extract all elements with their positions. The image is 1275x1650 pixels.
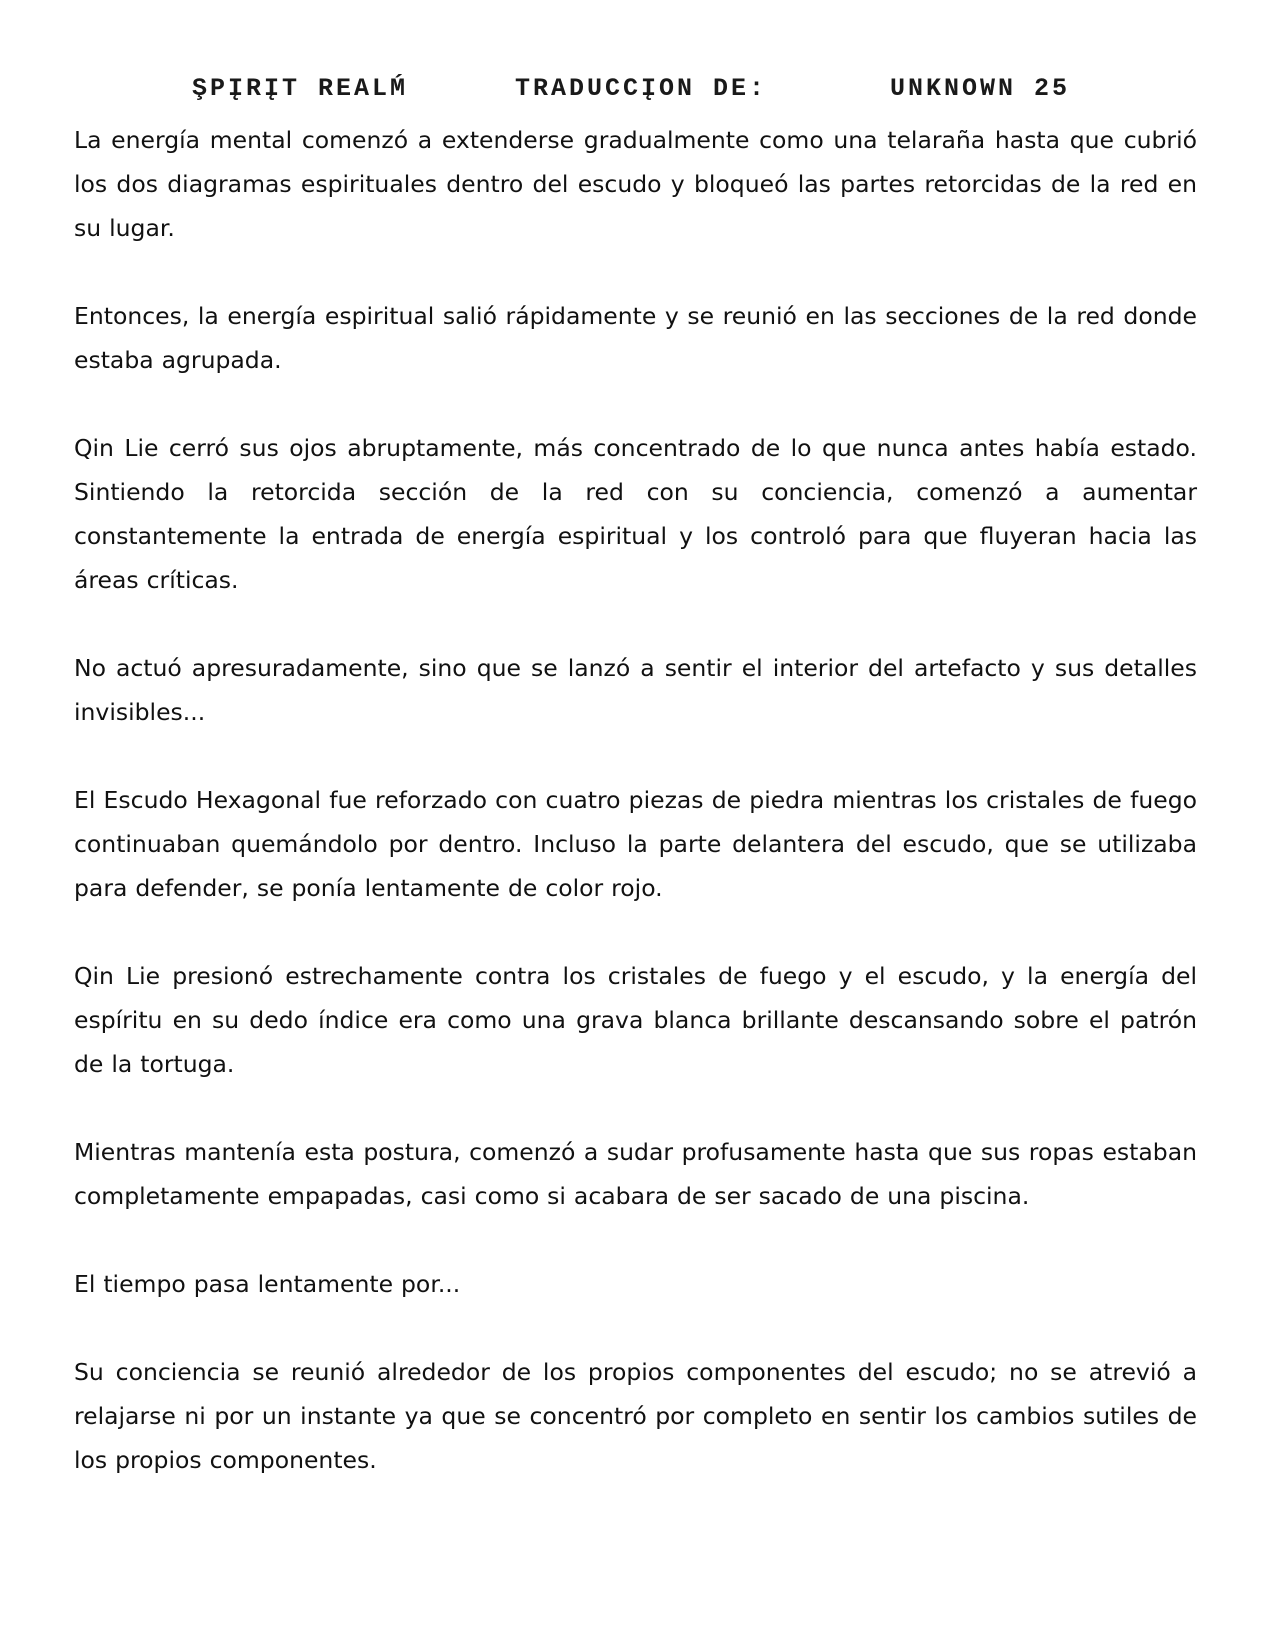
header-chapter: UNKNOWN 25 <box>890 74 1071 103</box>
paragraph: Entonces, la energía espiritual salió rápidamente y se reunió en las secciones de la red donde estaba agrupada. <box>74 302 1197 374</box>
paragraph: Qin Lie cerró sus ojos abruptamente, más concentrado de lo que nunca antes había estado. Sintiendo la retorcida sección de la red con su conciencia, comenzó a aumentar constantemente la entrada de energía espiritual y los controló para que fluyeran hacia las áreas críticas. <box>74 434 1197 594</box>
header-translation-label: TRADUCCĮON DE: <box>515 74 768 103</box>
paragraph: El Escudo Hexagonal fue reforzado con cuatro piezas de piedra mientras los cristales de fuego continuaban quemándolo por dentro. Incluso la parte delantera del escudo, que se utilizaba para defender, se ponía lentamente de color rojo. <box>74 786 1197 902</box>
paragraph: Qin Lie presionó estrechamente contra los cristales de fuego y el escudo, y la energía del espíritu en su dedo índice era como una grava blanca brillante descansando sobre el patrón de la tortuga. <box>74 962 1197 1078</box>
page-header <box>0 74 1275 114</box>
header-series-title: ŞPĮRĮT REALḾ <box>192 74 409 103</box>
paragraph: La energía mental comenzó a extenderse gradualmente como una telaraña hasta que cubrió los dos diagramas espirituales dentro del escudo y bloqueó las partes retorcidas de la red en su lugar. <box>74 126 1197 242</box>
paragraph: El tiempo pasa lentamente por... <box>74 1270 461 1298</box>
document-body <box>74 118 1197 1526</box>
paragraph: No actuó apresuradamente, sino que se lanzó a sentir el interior del artefacto y sus detalles invisibles... <box>74 654 1197 726</box>
paragraph: Mientras mantenía esta postura, comenzó a sudar profusamente hasta que sus ropas estaban completamente empapadas, casi como si acabara de ser sacado de una piscina. <box>74 1138 1197 1210</box>
paragraph: Su conciencia se reunió alrededor de los propios componentes del escudo; no se atrevió a relajarse ni por un instante ya que se concentró por completo en sentir los cambios sutiles de los propios componentes. <box>74 1358 1197 1474</box>
